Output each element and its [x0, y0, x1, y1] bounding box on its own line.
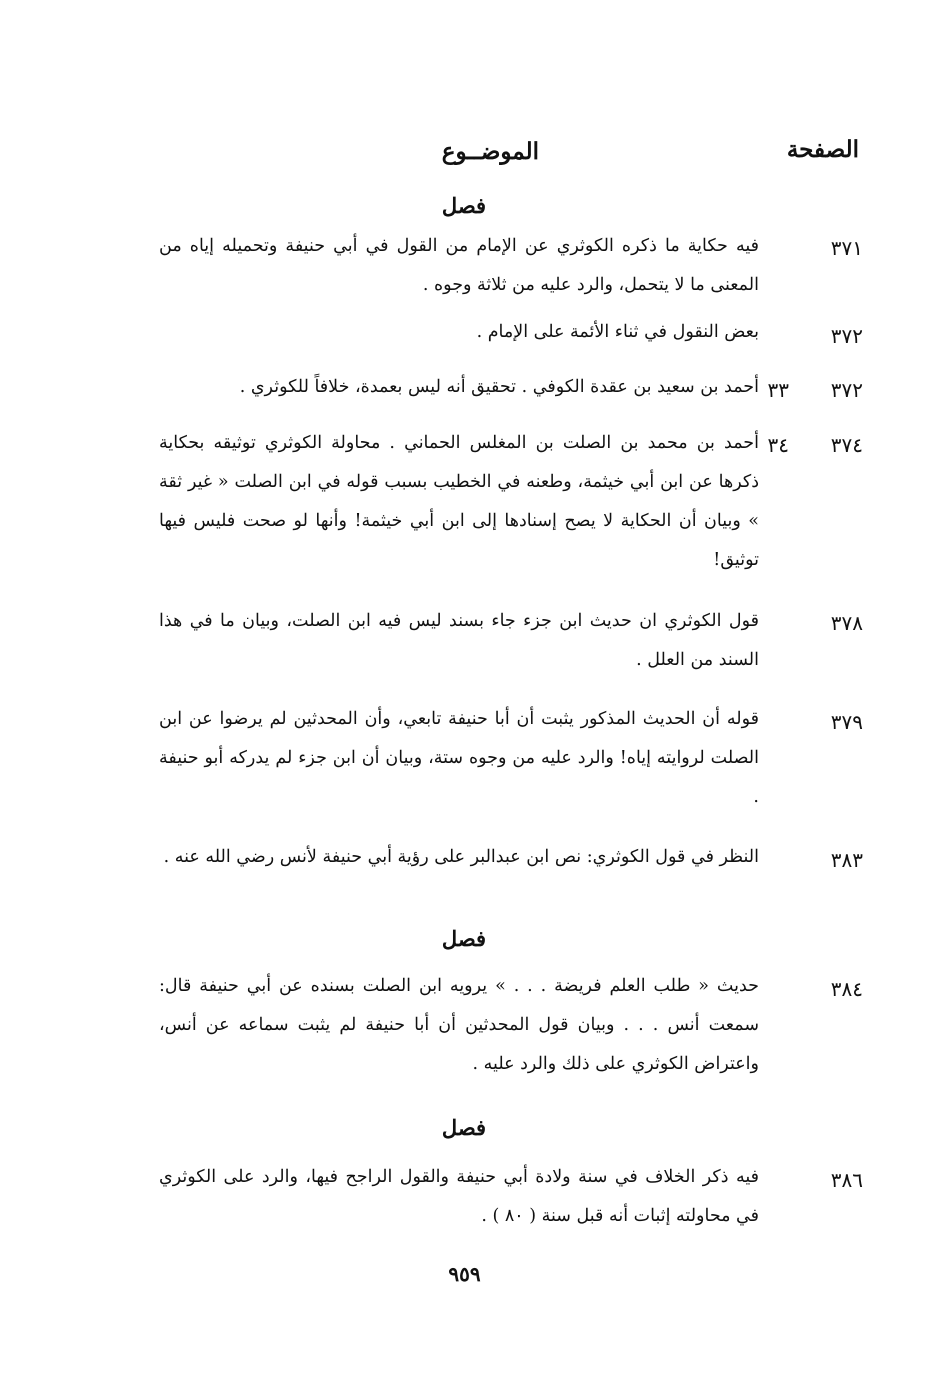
page-column-header: الصفحة [786, 136, 859, 163]
entry-page-number: ٣٨٦ [830, 1168, 863, 1192]
entry-text: قوله أن الحديث المذكور يثبت أن أبا حنيفة تابعي، وأن المحدثين لم يرضوا عن ابن الصلت لروايته إياه! والرد عليه من وجوه ستة، وبيان أن ابن جزء لم يدركه أبو حنيفة . [159, 709, 759, 807]
section-heading: فصل [441, 1115, 487, 1140]
entry-text: بعض النقول في ثناء الأئمة على الإمام . [476, 322, 759, 342]
entry-page-number: ٣٧٤ [830, 433, 863, 457]
section-heading: فصل [441, 193, 487, 218]
entry-page-number: ٣٨٣ [830, 848, 863, 872]
entry-text: فيه ذكر الخلاف في سنة ولادة أبي حنيفة والقول الراجح فيها، والرد على الكوثري في محاولته إثبات أنه قبل سنة ( ٨٠ ) . [159, 1167, 759, 1226]
entry-page-number: ٣٧٩ [830, 710, 863, 734]
entry-text: النظر في قول الكوثري: نص ابن عبدالبر على رؤية أبي حنيفة لأنس رضي الله عنه . [163, 847, 759, 867]
entry-page-number: ٣٧٨ [830, 611, 863, 635]
entry-item-number: ٣٤ [767, 433, 789, 457]
entry-page-number: ٣٧٢ [830, 378, 863, 402]
entry-text: أحمد بن سعيد بن عقدة الكوفي . تحقيق أنه ليس بعمدة، خلافاً للكوثري . [239, 377, 759, 397]
entry-page-number: ٣٧٢ [830, 324, 863, 348]
entry-page-number: ٣٨٤ [830, 977, 863, 1001]
page-number: ٩٥٩ [448, 1262, 481, 1286]
entry-page-number: ٣٧١ [830, 236, 863, 260]
section-heading: فصل [441, 926, 487, 951]
topic-column-header: الموضــوع [441, 138, 539, 165]
entry-text: فيه حكاية ما ذكره الكوثري عن الإمام من القول في أبي حنيفة وتحميله إياه من المعنى ما لا يتحمل، والرد عليه من ثلاثة وجوه . [159, 236, 759, 295]
entry-text: أحمد بن محمد بن الصلت بن المغلس الحماني . محاولة الكوثري توثيقه بحكاية ذكرها عن ابن أبي خيثمة، وطعنه في الخطيب بسبب قوله في ابن الصلت « غير ثقة » وبيان أن الحكاية لا يصح إسنادها إلى ابن أبي خيثمة! وأنها لو صحت فليس فيها توثيق! [159, 433, 759, 570]
entry-item-number: ٣٣ [767, 378, 789, 402]
entry-text: حديث « طلب العلم فريضة . . . » يرويه ابن الصلت بسنده عن أبي حنيفة قال: سمعت أنس . . . وبيان قول المحدثين أن أبا حنيفة لم يثبت سماعه عن أنس، واعتراض الكوثري على ذلك والرد عليه . [159, 976, 759, 1074]
entry-text: قول الكوثري ان حديث ابن جزء جاء بسند ليس فيه ابن الصلت، وبيان ما في هذا السند من العلل . [159, 611, 759, 670]
